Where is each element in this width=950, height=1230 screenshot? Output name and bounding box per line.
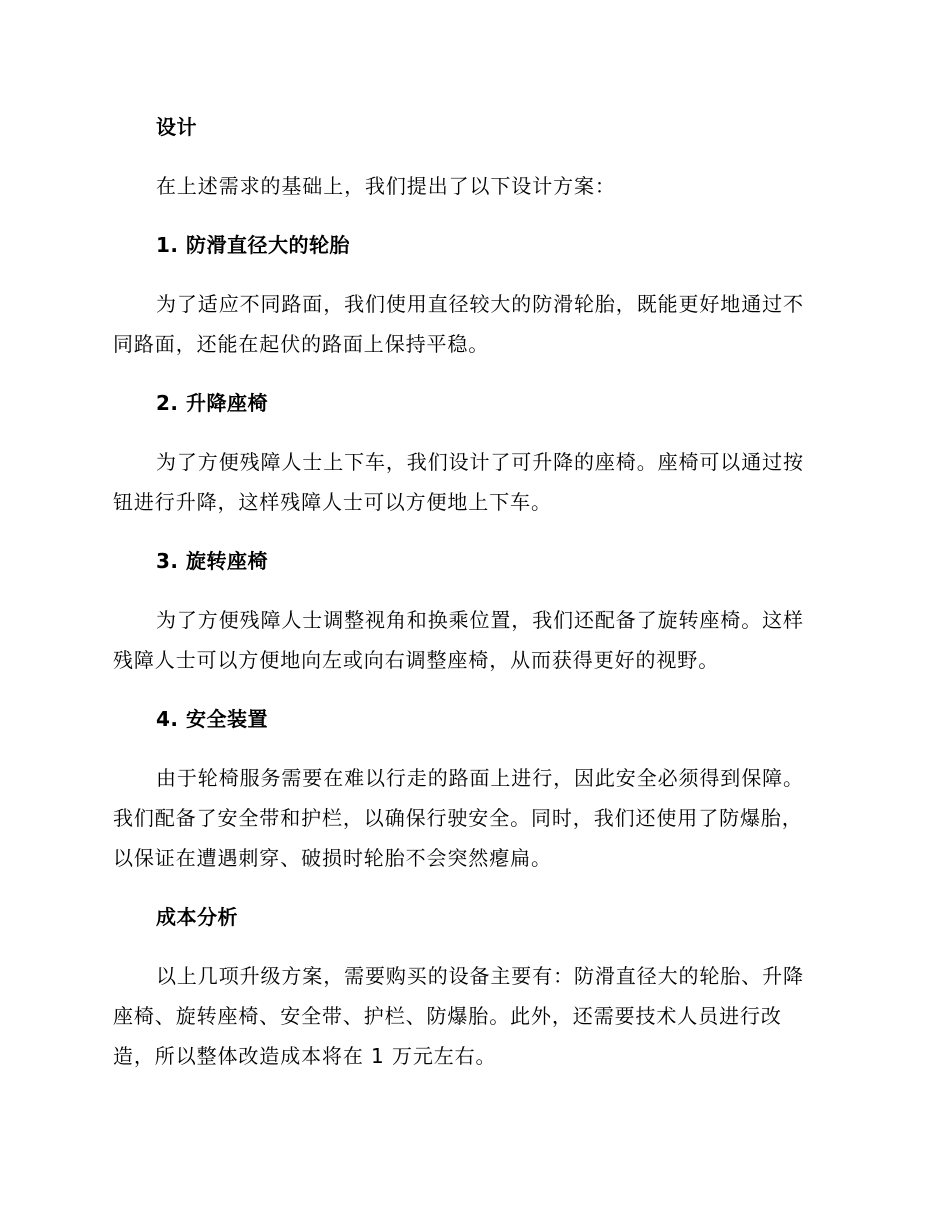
heading-cost-analysis: 成本分析: [156, 905, 238, 929]
section-1-paragraph: [113, 284, 833, 364]
section-3-line-2: 残障人士可以方便地向左或向右调整座椅，从而获得更好的视野。: [113, 648, 720, 672]
spacer: [113, 580, 833, 600]
spacer: [113, 738, 833, 758]
cost-line-3: 造，所以整体改造成本将在 1 万元左右。: [113, 1044, 497, 1068]
spacer: [113, 878, 833, 898]
section-3-title: 3. 旋转座椅: [156, 549, 268, 573]
section-2-line-1: 为了方便残障人士上下车，我们设计了可升降的座椅。座椅可以通过按: [156, 450, 804, 474]
spacer: [113, 936, 833, 956]
spacer: [113, 206, 833, 226]
document-page: [113, 108, 833, 1076]
cost-line-2: 座椅、旋转座椅、安全带、护栏、防爆胎。此外，还需要技术人员进行改: [113, 1004, 782, 1028]
heading-design: 设计: [156, 115, 197, 139]
spacer: [113, 364, 833, 384]
section-4-line-3: 以保证在遭遇刺穿、破损时轮胎不会突然瘪扁。: [113, 846, 552, 870]
spacer: [113, 680, 833, 700]
section-1-line-1: 为了适应不同路面，我们使用直径较大的防滑轮胎，既能更好地通过不: [156, 292, 804, 316]
section-2-title: 2. 升降座椅: [156, 391, 268, 415]
section-4-paragraph: [113, 758, 833, 878]
section-2-paragraph: [113, 442, 833, 522]
section-3-line-1: 为了方便残障人士调整视角和换乘位置，我们还配备了旋转座椅。这样: [156, 608, 804, 632]
spacer: [113, 146, 833, 166]
section-2-line-2: 钮进行升降，这样残障人士可以方便地上下车。: [113, 490, 552, 514]
section-3-paragraph: [113, 600, 833, 680]
section-4-title: 4. 安全装置: [156, 707, 268, 731]
section-4-line-1: 由于轮椅服务需要在难以行走的路面上进行，因此安全必须得到保障。: [156, 766, 804, 790]
cost-paragraph: [113, 956, 833, 1076]
spacer: [113, 264, 833, 284]
spacer: [113, 422, 833, 442]
section-4-line-2: 我们配备了安全带和护栏，以确保行驶安全。同时，我们还使用了防爆胎，: [113, 806, 803, 830]
section-1-line-2: 同路面，还能在起伏的路面上保持平稳。: [113, 332, 490, 356]
spacer: [113, 522, 833, 542]
section-1-title: 1. 防滑直径大的轮胎: [156, 233, 350, 257]
intro-paragraph: 在上述需求的基础上，我们提出了以下设计方案：: [156, 174, 616, 198]
cost-line-1: 以上几项升级方案，需要购买的设备主要有：防滑直径大的轮胎、升降: [156, 964, 804, 988]
